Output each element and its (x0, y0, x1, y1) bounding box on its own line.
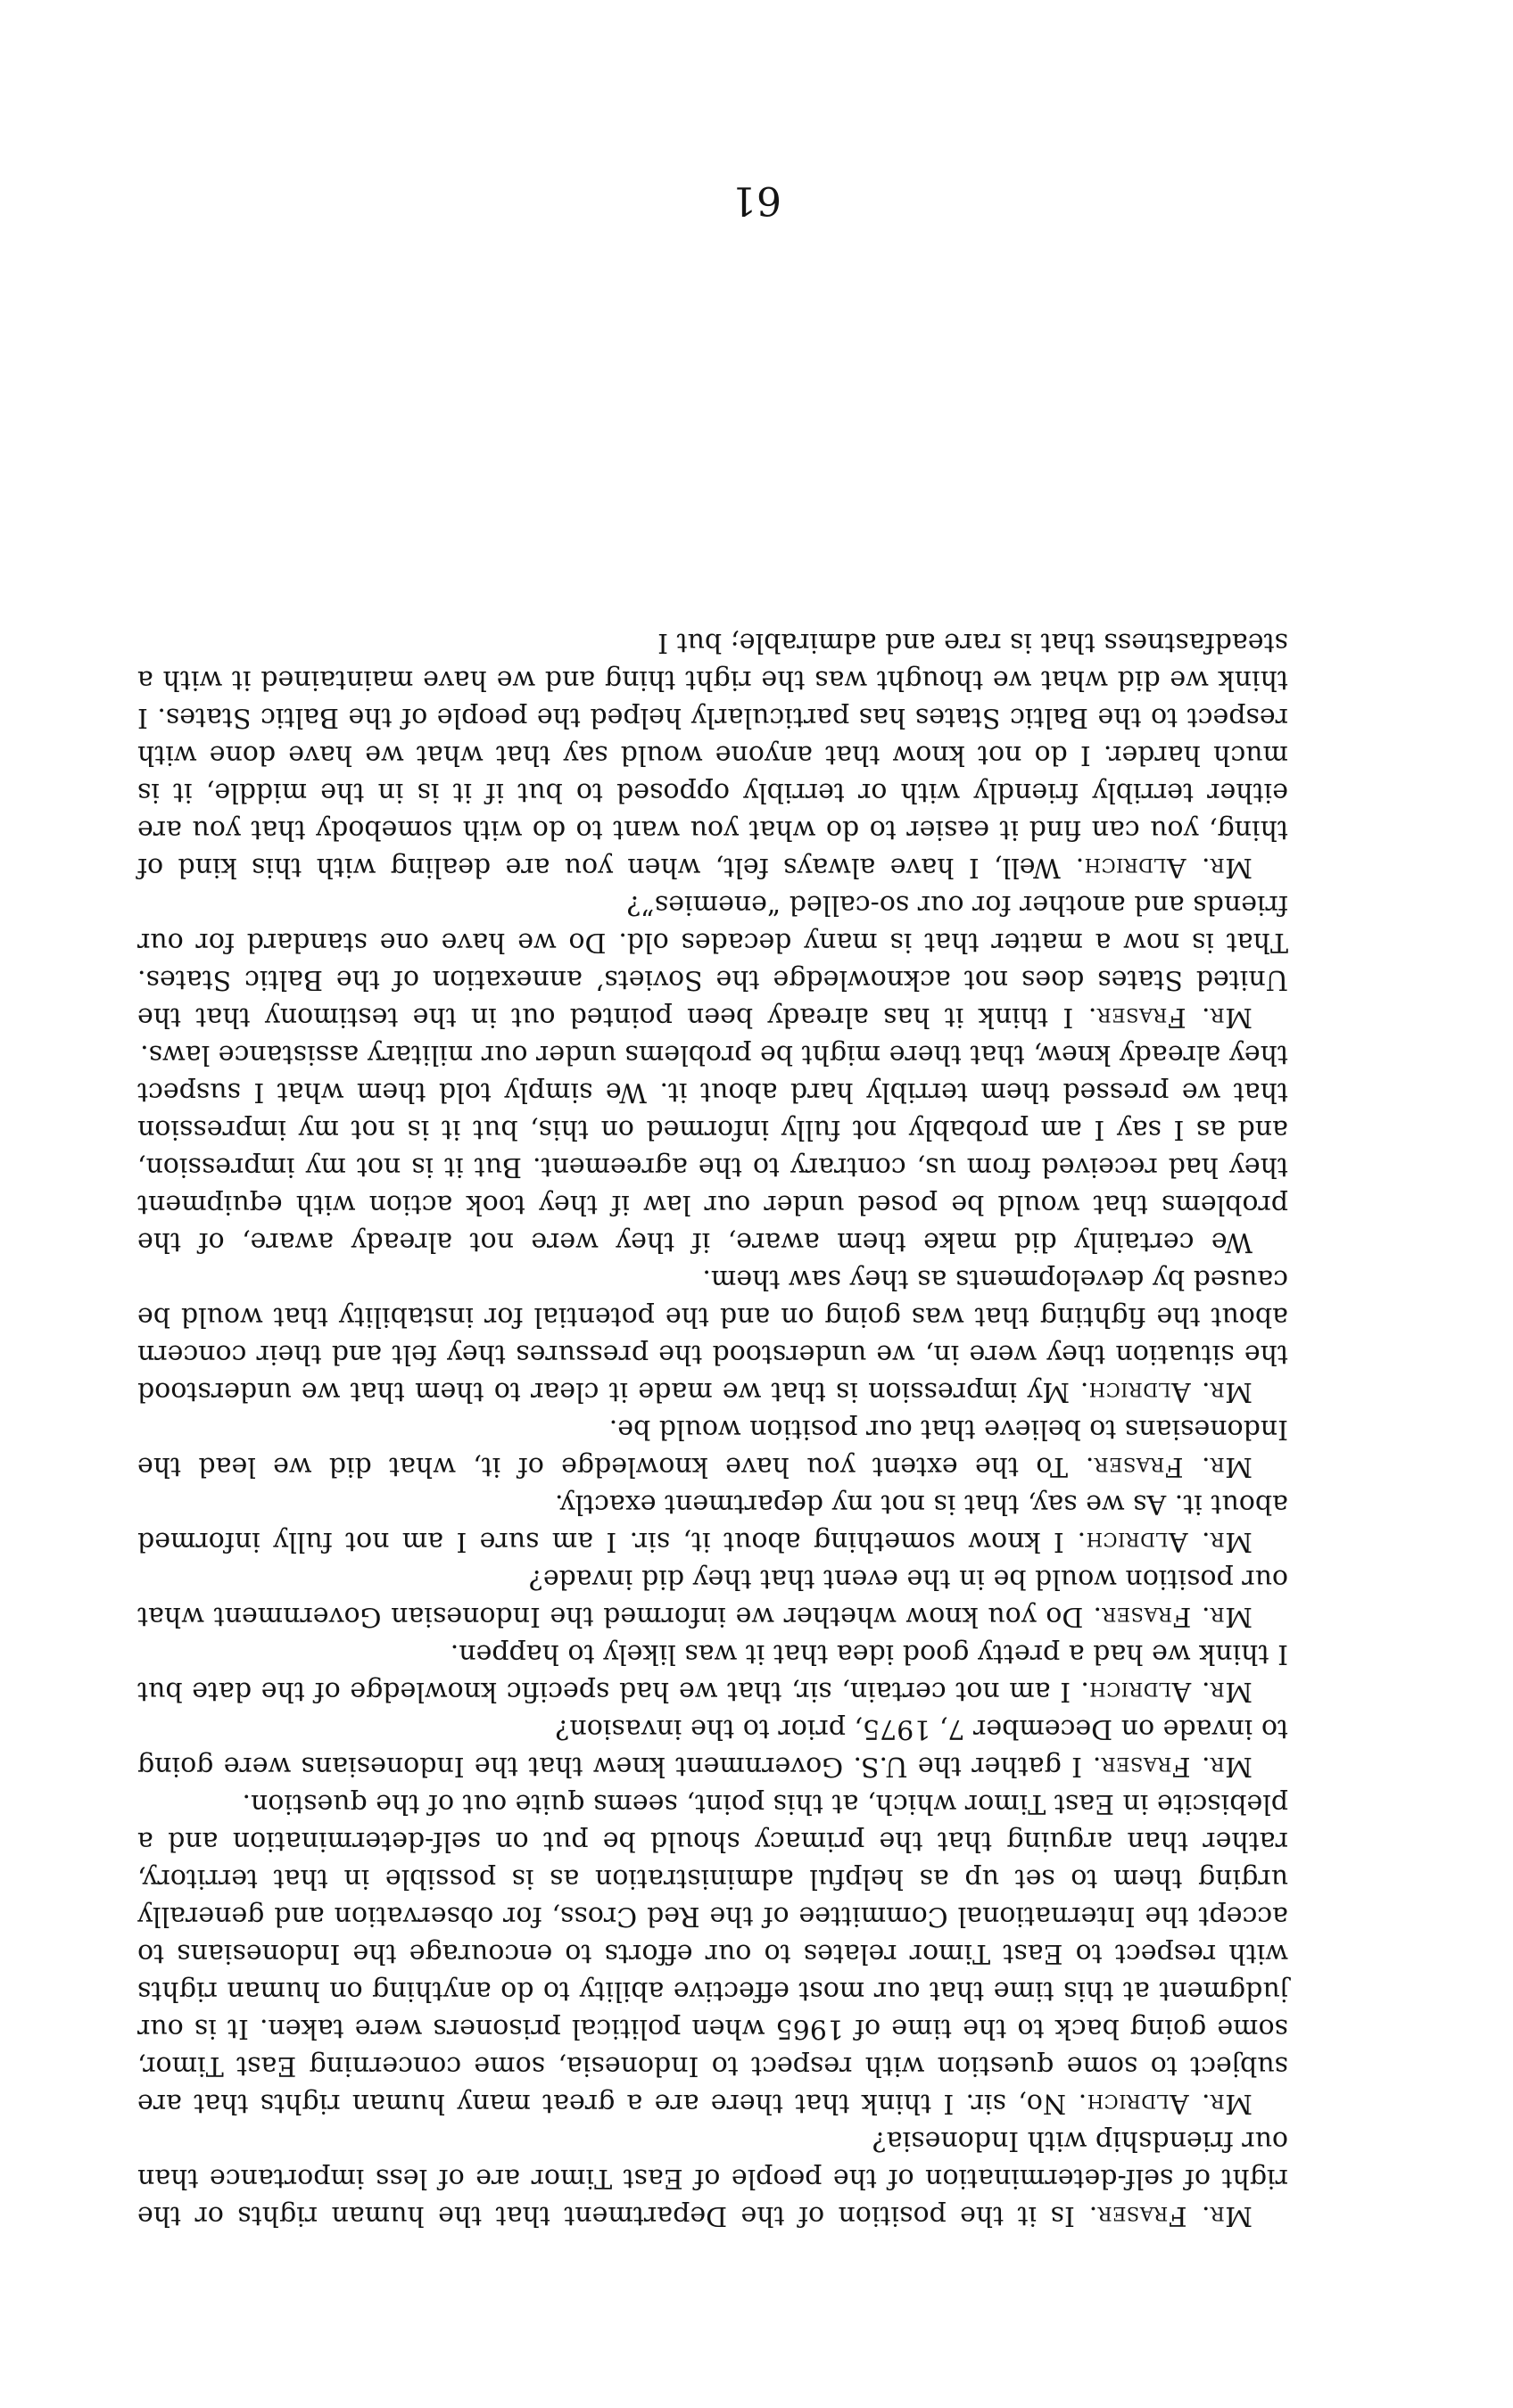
speaker-name: Mr. Fraser. (1092, 1751, 1253, 1782)
speaker-name: Mr. Aldrich. (1077, 1526, 1253, 1557)
page-number: 61 (732, 177, 781, 223)
paragraph-text: My impression is that we made it clear to them that we understood the situation they were in, we understood the pressures they felt and their concern about the fighting that was going on and the potential for instability that would be caused by developments as they saw them. (137, 1264, 1288, 1407)
paragraph (137, 1635, 1288, 1710)
speaker-name: Mr. Fraser. (1092, 1601, 1253, 1632)
speaker-name: Mr. Fraser. (1085, 1451, 1253, 1482)
paragraph-text: I think it has already been pointed out in the testimony that the United States does not acknowledge the Soviets’ annexation of the Baltic States. That is now a matter that is many decades old. Do we have one standard for our friends and another for our so-called “enemies”? (137, 889, 1288, 1033)
paragraph (137, 1560, 1288, 1635)
paragraph (137, 886, 1288, 1035)
speaker-name: Mr. Aldrich. (1078, 2088, 1253, 2119)
paragraph-text: I know something about it, sir. I am sure I am not fully informed about it. As we say, that is not my department exactly. (136, 1489, 1288, 1557)
paragraph (137, 1410, 1288, 1485)
paragraph (137, 1710, 1288, 1785)
paragraph (137, 1785, 1288, 2122)
speaker-name: Mr. Fraser. (1088, 2200, 1253, 2231)
speaker-name: Mr. Fraser. (1087, 1002, 1253, 1033)
paragraph-text: Well, I have always felt, when you are dealing with this kind of thing, you can find it easier to do what you want to do with somebody that you are either terribly friendly with or terribly opposed to but if it is in the middle, it is much harder. I do not know that anyone would say that what we have done with respect to the Baltic States has particularly helped the people of the Baltic States. I think we did what we thought was the right thing and we have maintained it with a steadfastness that is rare and admirable; but I (137, 627, 1288, 883)
speaker-name: Mr. Aldrich. (1079, 1376, 1253, 1407)
paragraph-text: I am not certain, sir, that we had specific knowledge of the date but I think we had a pretty good idea that it was likely to happen. (137, 1638, 1288, 1707)
paragraph-text: To the extent you have knowledge of it, what did we lead the Indonesians to believe that our position would be. (137, 1414, 1288, 1482)
body-text (137, 623, 1288, 2234)
paragraph (137, 1260, 1288, 1410)
speaker-name: Mr. Aldrich. (1079, 1676, 1253, 1707)
speaker-name: Mr. Aldrich. (1075, 852, 1253, 883)
paragraph (137, 623, 1288, 886)
paragraph (137, 1035, 1288, 1260)
paragraph-text: We certainly did make them aware, if they were not already aware, of the problems that would be posed under our law if they took action with equipment they had received from us, contrary to the agreement. But it is not my impression, and as I say I am probably not fully informed on this, but it is not my impression that we pressed them terribly hard about it. We simply told them what I suspect they already knew, that there might be problems under our military assistance laws. (137, 1039, 1288, 1258)
paragraph-text: I gather the U.S. Government knew that the Indonesians were going to invade on December 7, 1975, prior to the invasion? (137, 1713, 1288, 1782)
paragraph-text: Do you know whether we informed the Indonesian Government what our position would be in the event that they did invade? (137, 1563, 1288, 1632)
paragraph-text: No, sir. I think that there are a great many human rights that are subject to some question with respect to Indonesia, some concerning East Timor, some going back to the time of 1965 when political prisoners were taken. It is our judgment at this time that our most effective ability to do anything on human rights with respect to East Timor relates to our efforts to encourage the Indonesians to accept the International Committee of the Red Cross, for observation and generally urging them to set up as helpful administration as is possible in that territory, rather than arguing that the primacy should be put on self-determination and a plebiscite in East Timor which, at this point, seems quite out of the question. (137, 1788, 1288, 2119)
paragraph (137, 1485, 1288, 1560)
paragraph-text: Is it the position of the Department that the human rights or the right of self-determination of the people of East Timor are of less importance than our friendship with Indonesia? (137, 2125, 1288, 2231)
paragraph (137, 2122, 1288, 2234)
